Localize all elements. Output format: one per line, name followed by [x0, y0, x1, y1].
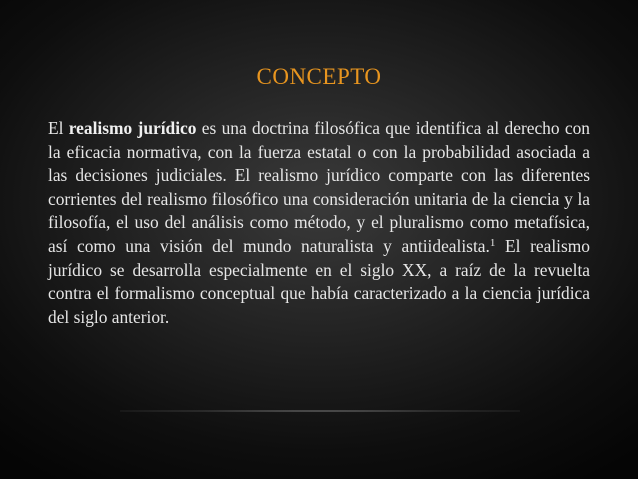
body-text-1: es una doctrina filosófica que identifica al derecho con la eficacia normativa, con la fuerza estatal o con la probabilidad asociada a las decisiones judiciales. El realismo jurídico comparte con las diferentes corrientes del realismo filosófico una consideración unitaria de la ciencia y la filosofía, el uso del análisis como método, y el pluralismo como metafísica, así como una visión del mundo naturalista y antiidealista. [48, 118, 590, 256]
body-term: realismo jurídico [68, 118, 197, 138]
decorative-divider [120, 410, 520, 412]
body-text-2: El realismo jurídico se desarrolla especialmente en el siglo XX, a raíz de la revuelta contra el formalismo conceptual que había caracterizado a la ciencia jurídica del siglo anterior. [48, 235, 590, 327]
slide-body-text [48, 117, 590, 329]
body-lead: El [48, 118, 69, 138]
footnote-marker: 1 [489, 236, 496, 249]
slide-title: CONCEPTO [256, 64, 382, 89]
